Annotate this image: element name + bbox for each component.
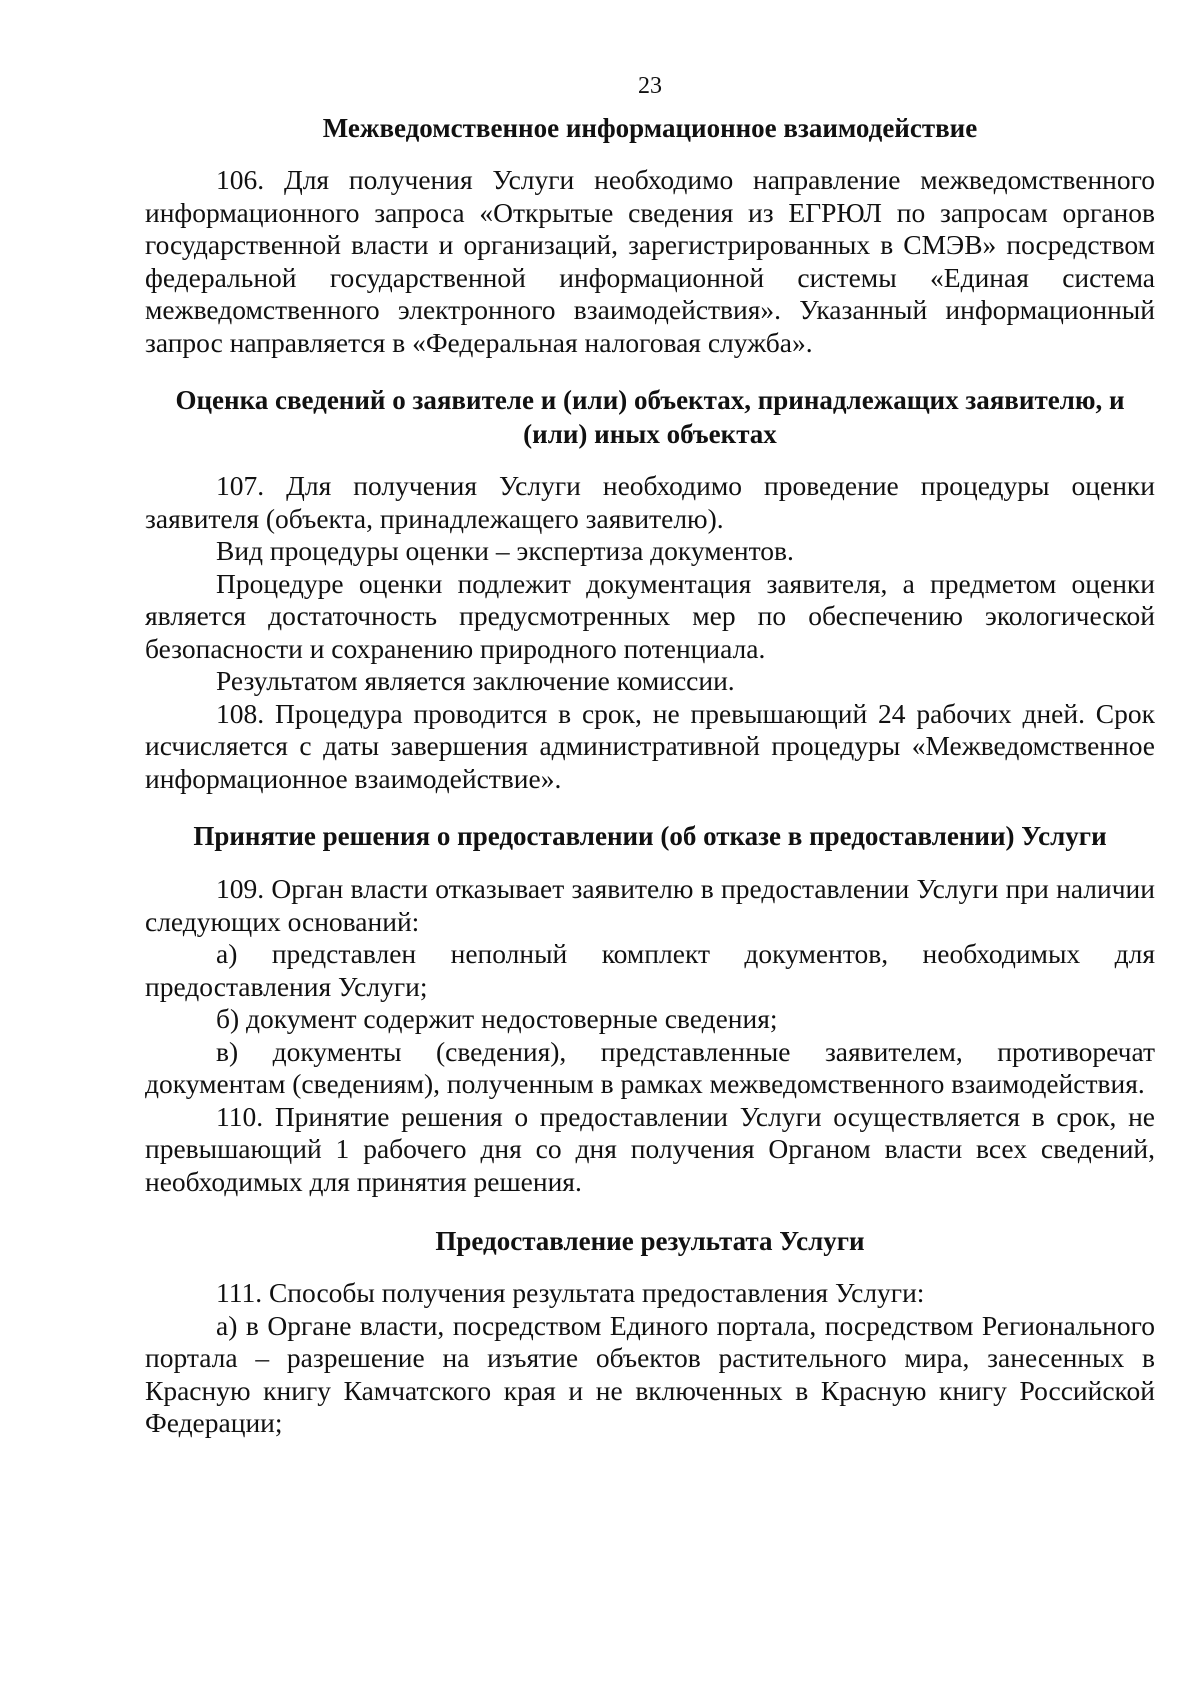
paragraph-108: 108. Процедура проводится в срок, не превышающий 24 рабочих дней. Срок исчисляется с даты завершения административной процедуры «Межведомственное информационное взаимодействие». (145, 697, 1155, 794)
paragraph-106: 106. Для получения Услуги необходимо направление межведомственного информационного запроса «Открытые сведения из ЕГРЮЛ по запросам органов государственной власти и организаций, зарегистрированных в СМЭВ» посредством федеральной государственной информационной системы «Единая система межведомственного электронного взаимодействия». Указанный информационный запрос направляется в «Федеральная налоговая служба». (145, 164, 1155, 358)
paragraph-107: 107. Для получения Услуги необходимо проведение процедуры оценки заявителя (объекта, принадлежащего заявителю). (145, 470, 1155, 534)
section-heading-result: Предоставление результата Услуги (435, 1226, 865, 1256)
paragraph-109: 109. Орган власти отказывает заявителю в предоставлении Услуги при наличии следующих оснований: (145, 873, 1155, 937)
paragraph-111: 111. Способы получения результата предоставления Услуги: (216, 1277, 925, 1308)
list-item-a: а) представлен неполный комплект документов, необходимых для предоставления Услуги; (145, 938, 1155, 1002)
section-heading-interagency: Межведомственное информационное взаимодействие (322, 113, 978, 143)
list-item-b: б) документ содержит недостоверные сведения; (216, 1003, 778, 1034)
document-page (145, 66, 1155, 1440)
paragraph-assessment-type: Вид процедуры оценки – экспертиза документов. (216, 535, 794, 566)
paragraph-110: 110. Принятие решения о предоставлении Услуги осуществляется в срок, не превышающий 1 рабочего дня со дня получения Органом власти всех сведений, необходимых для принятия решения. (145, 1100, 1155, 1197)
section-heading-assessment: Оценка сведений о заявителе и (или) объектах, принадлежащих заявителю, и (или) иных объектах (175, 385, 1125, 449)
page-number: 23 (638, 73, 662, 99)
paragraph-assessment-subject: Процедуре оценки подлежит документация заявителя, а предметом оценки является достаточность предусмотренных мер по обеспечению экологической безопасности и сохранению природного потенциала. (145, 567, 1155, 664)
list-item-v: в) документы (сведения), представленные заявителем, противоречат документам (сведениям), полученным в рамках межведомственного взаимодействия. (145, 1035, 1155, 1099)
section-heading-decision: Принятие решения о предоставлении (об отказе в предоставлении) Услуги (193, 821, 1107, 851)
paragraph-assessment-result: Результатом является заключение комиссии. (216, 665, 735, 696)
list-item-result-a: а) в Органе власти, посредством Единого портала, посредством Регионального портала – разрешение на изъятие объектов растительного мира, занесенных в Красную книгу Камчатского края и не включенных в Красную книгу Российской Федерации; (145, 1309, 1155, 1438)
